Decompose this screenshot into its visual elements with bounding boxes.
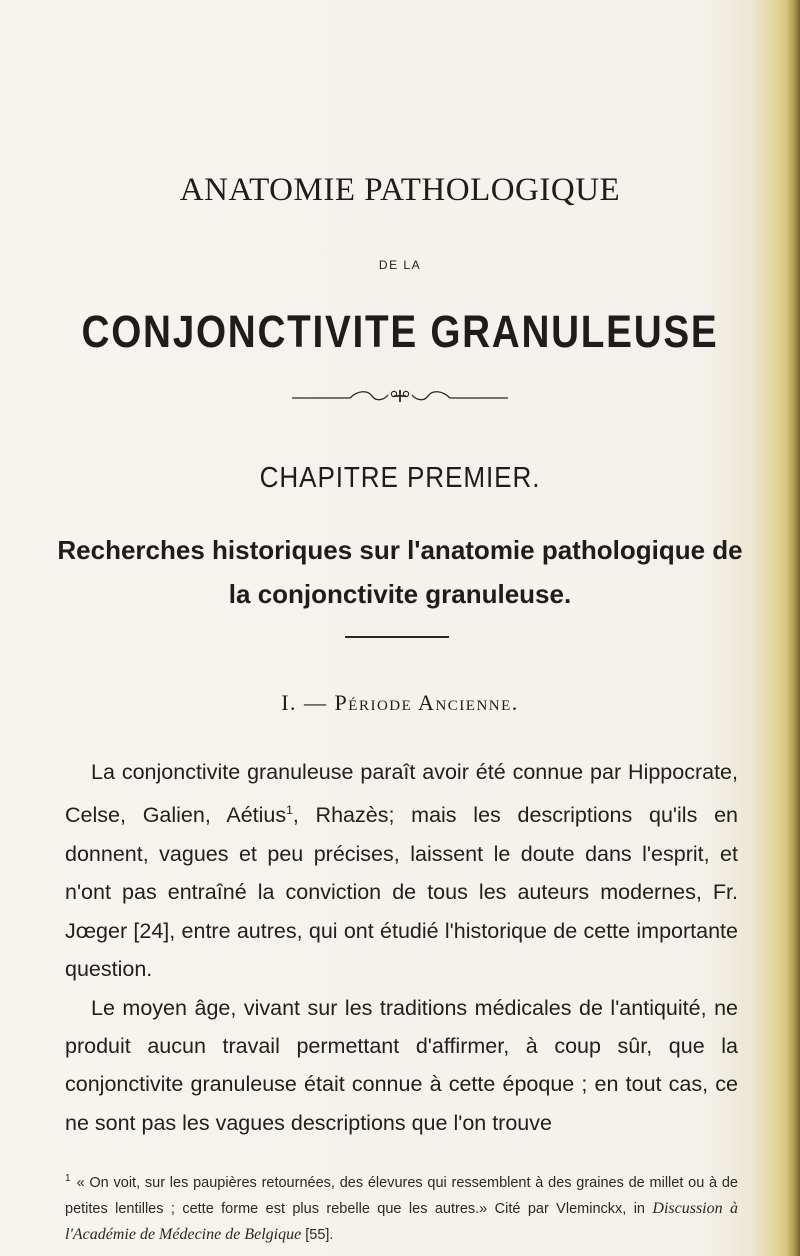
- footnote-mark: 1: [65, 1173, 71, 1184]
- paragraph-1-part-b: , Rhazès; mais les descriptions qu'ils en donnent, vagues et peu précises, laissent le doute dans l'esprit, et n'ont pas entraîné la conviction de tous les auteurs modernes, Fr. Jœger [24], entre autres, qui ont étudié l'historique de cette importante question.: [65, 803, 738, 982]
- footnote-ref: [55].: [301, 1226, 334, 1243]
- chapter-heading: CHAPITRE PREMIER.: [259, 462, 541, 494]
- body-text: [65, 753, 738, 1142]
- section-heading: I. — Période Ancienne.: [281, 690, 519, 715]
- horizontal-rule: [345, 636, 449, 638]
- paragraph-2: Le moyen âge, vivant sur les traditions médicales de l'antiquité, ne produit aucun travail permettant d'affirmer, à coup sûr, que la conjonctivite granuleuse était connue à cette époque ; en tout cas, ce ne sont pas les vagues descriptions que l'on trouve: [65, 995, 738, 1135]
- paragraph-1-part-a: La conjonctivite granuleuse paraît avoir été connue par Hippocrate, Celse, Galien, Aétius: [65, 760, 738, 828]
- ornament-divider-icon: [292, 386, 508, 408]
- footnote-reference: 1: [286, 803, 293, 818]
- footnote: [65, 1166, 738, 1248]
- chapter-subtitle-line2: la conjonctivite granuleuse.: [228, 579, 572, 609]
- title-connector: DE LA: [378, 258, 422, 272]
- chapter-subtitle-line1: Recherches historiques sur l'anatomie pathologique de: [57, 535, 743, 565]
- main-title: CONJONCTIVITE GRANULEUSE: [81, 306, 719, 357]
- paragraph-1: [65, 753, 738, 989]
- footnote-citation: Discussion à l'Académie de Médecine de Belgique: [65, 1199, 738, 1243]
- footnote-text: « On voit, sur les paupières retournées, des élevures qui ressemblent à des graines de millet ou à de petites lentilles ; cette forme est plus rebelle que les autres.» Cité par Vleminckx, in: [65, 1174, 738, 1217]
- page-title: ANATOMIE PATHOLOGIQUE: [179, 172, 621, 208]
- chapter-subtitle: [0, 528, 800, 616]
